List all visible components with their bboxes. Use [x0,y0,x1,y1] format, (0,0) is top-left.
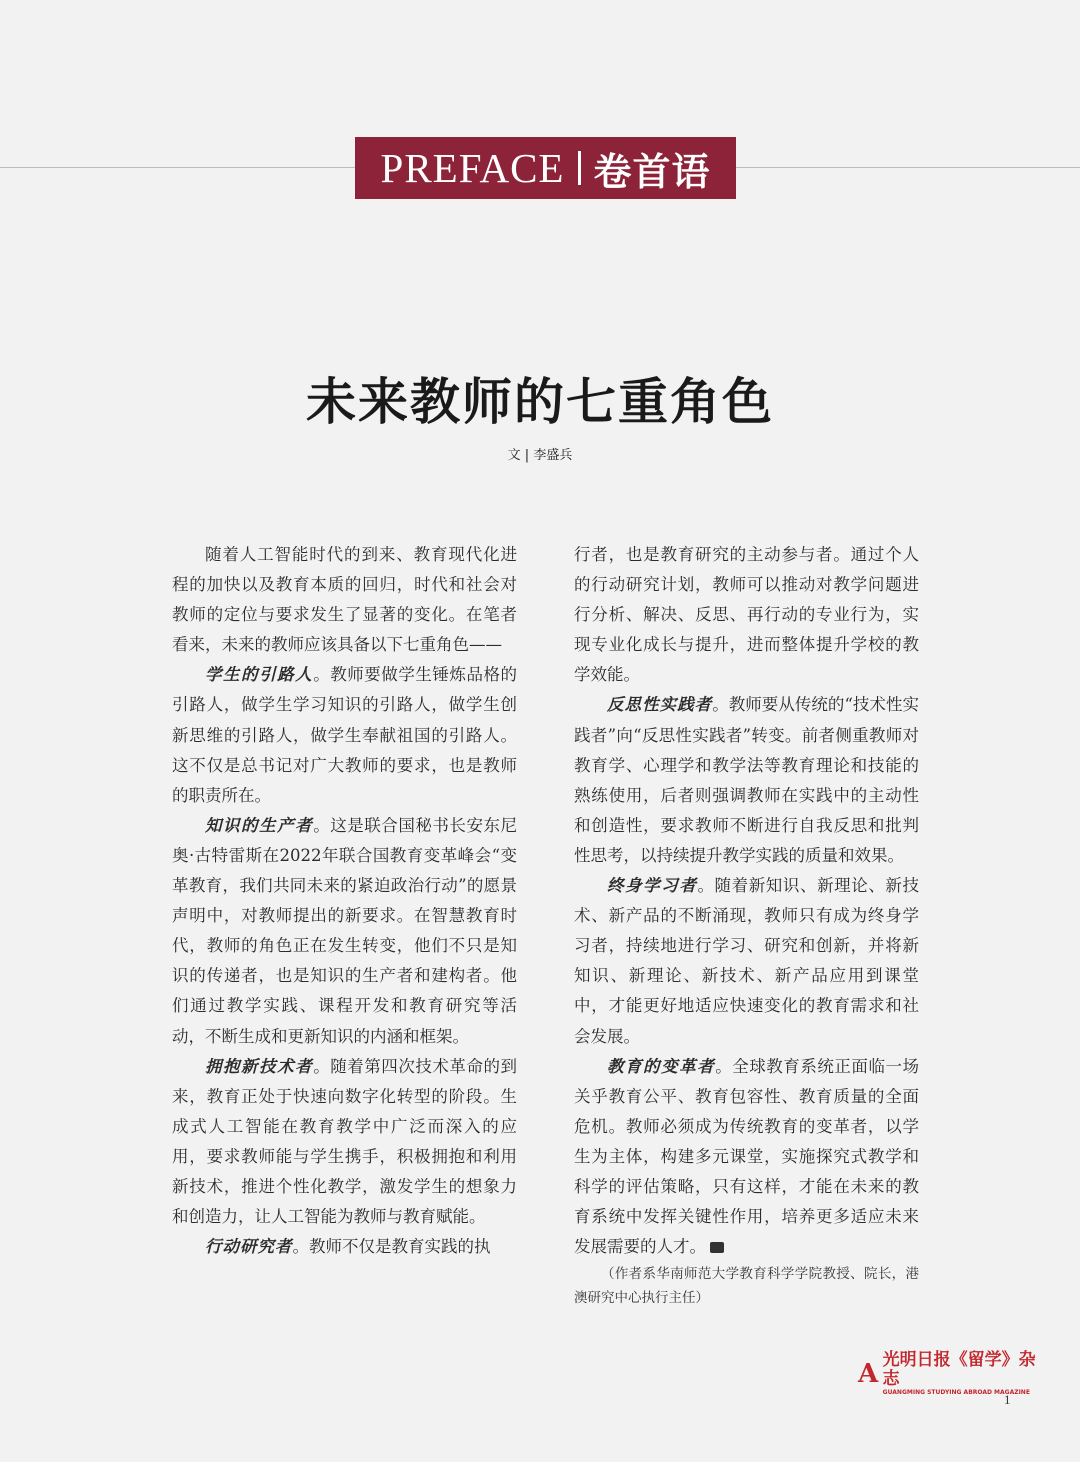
role-text: 。全球教育系统正面临一场关乎教育公平、教育包容性、教育质量的全面危机。教师必须成为传统教育的变革者，以学生为主体，构建多元课堂，实施探究式教学和科学的评估策略，只有这样，才能在未来的教育系统中发挥关键性作用，培养更多适应未来发展需要的人才。 [574,1056,920,1257]
role-paragraph-continued: 行者，也是教育研究的主动参与者。通过个人的行动研究计划，教师可以推动对教学问题进行分析、解决、反思、再行动的专业行为，实现专业化成长与提升，进而整体提升学校的教学效能。 [574,545,919,685]
left-column [172,540,517,1262]
role-heading: 行动研究者 [205,1237,293,1257]
intro-paragraph: 随着人工智能时代的到来、教育现代化进程的加快以及教育本质的回归，时代和社会对教师的定位与要求发生了显著的变化。在笔者看来，未来的教师应该具备以下七重角色—— [172,545,517,655]
preface-banner [355,137,736,199]
role-text: 。随着第四次技术革命的到来，教育正处于快速向数字化转型的阶段。生成式人工智能在教育教学中广泛而深入的应用，要求教师能与学生携手，积极拥抱和利用新技术，推进个性化教学，激发学生的想象力和创造力，让人工智能为教师与教育赋能。 [172,1056,518,1227]
role-heading: 教育的变革者 [607,1056,716,1076]
author-note: （作者系华南师范大学教育科学学院教授、院长，港澳研究中心执行主任） [574,1266,919,1307]
end-mark-icon: ∞ [710,1242,724,1253]
role-paragraph [172,1232,517,1262]
role-heading: 拥抱新技术者 [205,1056,314,1076]
article-title: 未来教师的七重角色 [306,372,774,431]
role-paragraph [172,1052,517,1233]
logo-text-en: GUANGMING STUDYING ABROAD MAGAZINE [882,1389,1030,1396]
role-heading: 终身学习者 [607,876,698,896]
role-text: 。这是联合国秘书长安东尼奥·古特雷斯在2022年联合国教育变革峰会“变革教育，我们共同未来的紧迫政治行动”的愿景声明中，对教师提出的新要求。在智慧教育时代，教师的角色正在发生转变，他们不只是知识的传递者，也是知识的生产者和建构者。他们通过教学实践、课程开发和教育研究等活动，不断生成和更新知识的内涵和框架。 [172,815,518,1046]
role-text: 。随着新知识、新理论、新技术、新产品的不断涌现，教师只有成为终身学习者，持续地进行学习、研究和创新，并将新知识、新理论、新技术、新产品应用到课堂中，才能更好地适应快速变化的教育需求和社会发展。 [574,876,920,1046]
role-text: 。教师要做学生锤炼品格的引路人，做学生学习知识的引路人，做学生创新思维的引路人，做学生奉献祖国的引路人。这不仅是总书记对广大教师的要求，也是教师的职责所在。 [172,665,518,805]
article-byline: 文 | 李盛兵 [507,448,573,463]
page-number: 1 [1004,1392,1011,1407]
right-column [574,540,919,1310]
role-paragraph [574,690,919,871]
role-paragraph [574,871,919,1052]
banner-divider [578,151,581,185]
role-paragraph [574,1052,919,1263]
role-heading: 学生的引路人 [205,665,314,685]
role-paragraph [172,811,517,1052]
role-heading: 反思性实践者 [607,695,713,715]
magazine-logo [858,1350,1044,1396]
preface-label-en: PREFACE [380,145,565,191]
role-text: 。教师不仅是教育实践的执 [292,1237,491,1257]
role-heading: 知识的生产者 [205,815,314,835]
logo-mark-icon: A [858,1359,879,1389]
logo-text-cn: 光明日报《留学》杂志 [882,1350,1036,1389]
preface-label-cn: 卷首语 [593,148,711,194]
role-paragraph [172,660,517,810]
role-text: 。教师要从传统的“技术性实践者”向“反思性实践者”转变。前者侧重教师对教育学、心理学和教学法等教育理论和技能的熟练使用，后者则强调教师在实践中的主动性和创造性，要求教师不断进行自我反思和批判性思考，以持续提升教学实践的质量和效果。 [574,695,919,865]
